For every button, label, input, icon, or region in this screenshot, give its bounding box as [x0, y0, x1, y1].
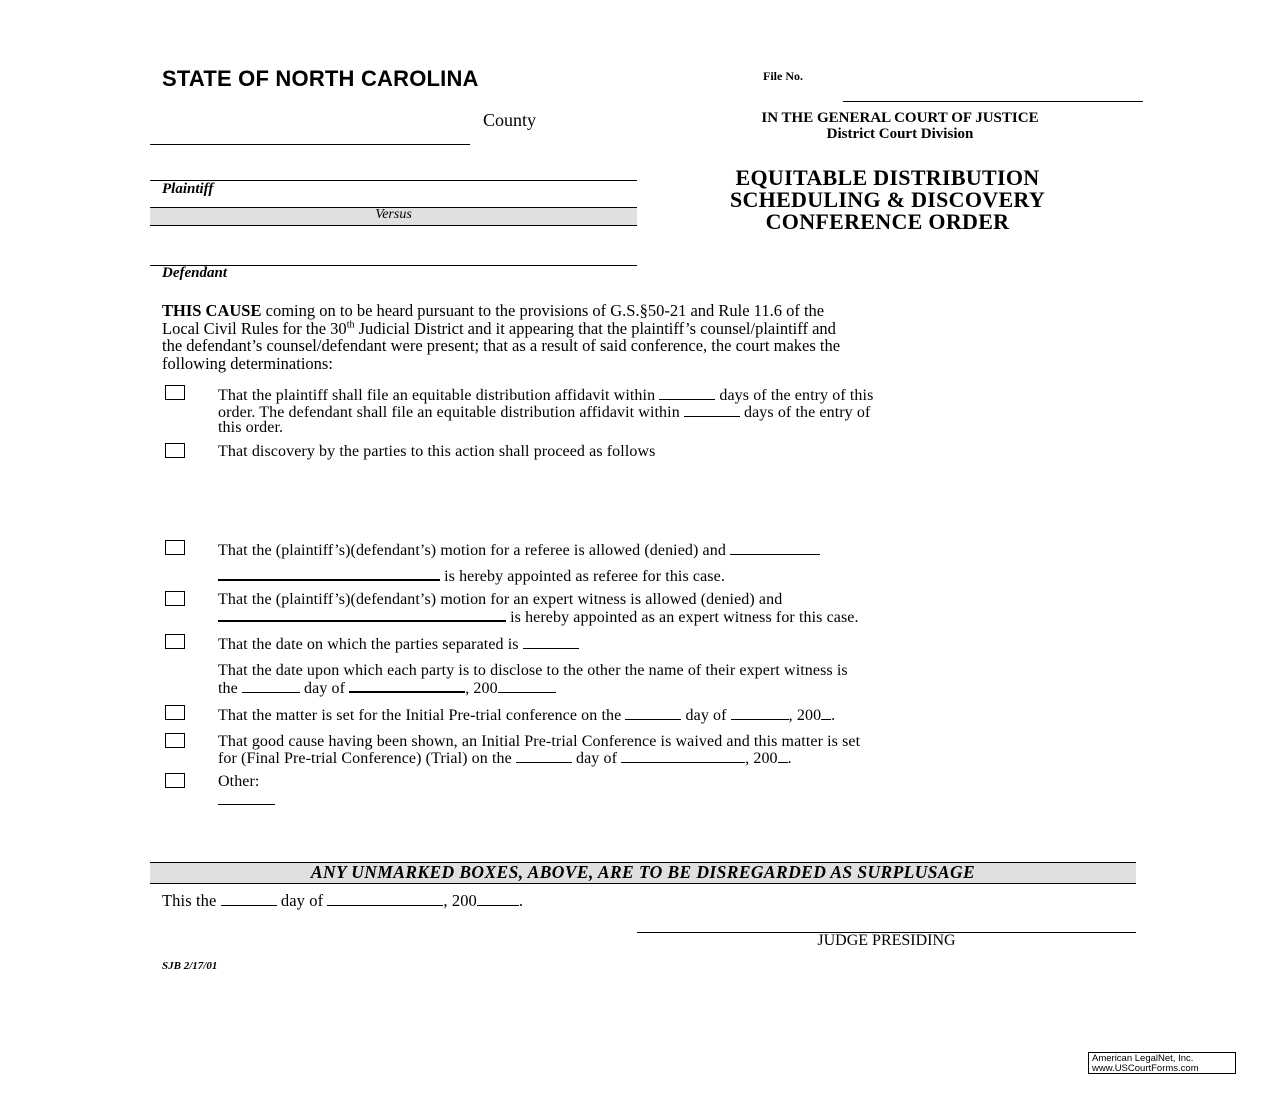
- form-title: [640, 167, 1135, 233]
- pretrial-a: That the matter is set for the Initial Pre-trial conference on the: [218, 707, 626, 724]
- disclose-l2b: day of: [299, 680, 350, 697]
- pretrial-month-blank[interactable]: [731, 706, 789, 720]
- waived-l1: That good cause having been shown, an Initial Pre-trial Conference is waived and this matter is set: [218, 733, 861, 750]
- date-year-blank[interactable]: [477, 892, 519, 906]
- pretrial-c: , 200: [788, 707, 822, 724]
- affidavit-defendant-days-blank[interactable]: [684, 403, 740, 417]
- pretrial-year-blank[interactable]: [821, 706, 831, 720]
- other-blank[interactable]: [218, 804, 275, 805]
- pretrial-checkbox[interactable]: [165, 705, 185, 720]
- affidavit-l1a: That the plaintiff shall file an equitable distribution affidavit within: [218, 387, 660, 404]
- waived-text: [218, 734, 1128, 766]
- expert-name-blank[interactable]: [218, 607, 506, 622]
- referee-text: [218, 541, 1128, 584]
- date-c: , 200: [443, 891, 477, 910]
- waived-day-blank[interactable]: [516, 749, 572, 763]
- brand-stamp: [1088, 1052, 1236, 1074]
- waived-l2c: , 200: [745, 750, 778, 767]
- form-title-line2: SCHEDULING & DISCOVERY: [729, 187, 1046, 212]
- intro-paragraph: [162, 302, 1122, 372]
- separated-date-blank[interactable]: [523, 635, 579, 649]
- referee-name-blank-1[interactable]: [730, 541, 820, 555]
- county-line[interactable]: [150, 144, 470, 145]
- form-title-line3: CONFERENCE ORDER: [765, 209, 1010, 234]
- discovery-text: That discovery by the parties to this action shall proceed as follows: [218, 443, 656, 460]
- date-line: [162, 892, 523, 908]
- waived-l2a: for (Final Pre-trial Conference) (Trial) on the: [218, 750, 516, 767]
- pretrial-day-blank[interactable]: [625, 706, 681, 720]
- expert-l2: is hereby appointed as an expert witness for this case.: [506, 609, 859, 626]
- date-a: This the: [162, 891, 221, 910]
- state-heading: STATE OF NORTH CAROLINA: [162, 66, 479, 91]
- form-code: SJB 2/17/01: [162, 960, 218, 972]
- expert-text: [218, 592, 1128, 625]
- waived-l2d: .: [787, 750, 792, 767]
- affidavit-l2a: order. The defendant shall file an equitable distribution affidavit within: [218, 404, 684, 421]
- surplusage-notice: ANY UNMARKED BOXES, ABOVE, ARE TO BE DISREGARDED AS SURPLUSAGE: [310, 862, 976, 882]
- affidavit-checkbox[interactable]: [165, 385, 185, 400]
- affidavit-l3: this order.: [218, 419, 284, 436]
- discovery-checkbox[interactable]: [165, 443, 185, 458]
- affidavit-plaintiff-days-blank[interactable]: [659, 386, 715, 400]
- waived-month-blank[interactable]: [621, 749, 745, 763]
- referee-l1: That the (plaintiff’s)(defendant’s) motion for a referee is allowed (denied) and: [218, 542, 731, 559]
- affidavit-l2b: days of the entry of: [739, 404, 871, 421]
- file-no-line[interactable]: [843, 101, 1143, 102]
- intro-line2b: Judicial District and it appearing that the plaintiff’s counsel/plaintiff and: [354, 318, 836, 338]
- disclose-l1: That the date upon which each party is to disclose to the other the name of their expert witness is: [218, 662, 848, 679]
- disclose-l2c: , 200: [465, 680, 498, 697]
- date-day-blank[interactable]: [221, 892, 277, 906]
- brand-line1: American LegalNet, Inc.: [1092, 1053, 1194, 1064]
- separated-text: [218, 635, 1128, 652]
- separated-label: That the date on which the parties separated is: [218, 636, 523, 653]
- intro-bold: THIS CAUSE: [162, 301, 262, 320]
- affidavit-l1b: days of the entry of this: [715, 387, 874, 404]
- intro-line2a: Local Civil Rules for the 30: [162, 318, 347, 338]
- disclose-month-blank[interactable]: [349, 678, 465, 693]
- file-no-label: File No.: [763, 69, 803, 83]
- separated-checkbox[interactable]: [165, 634, 185, 649]
- disclose-text: [218, 663, 1128, 696]
- court-name: IN THE GENERAL COURT OF JUSTICE: [761, 110, 1039, 126]
- waived-year-blank[interactable]: [778, 749, 788, 763]
- date-d: .: [518, 891, 524, 910]
- waived-l2b: day of: [571, 750, 622, 767]
- pretrial-b: day of: [681, 707, 731, 724]
- referee-name-blank-2[interactable]: [218, 566, 440, 581]
- brand-line2: www.USCourtForms.com: [1092, 1063, 1199, 1074]
- referee-checkbox[interactable]: [165, 540, 185, 555]
- waived-checkbox[interactable]: [165, 733, 185, 748]
- other-checkbox[interactable]: [165, 773, 185, 788]
- form-title-line1: EQUITABLE DISTRIBUTION: [735, 165, 1040, 190]
- county-label: County: [483, 110, 537, 130]
- disclose-l2a: the: [218, 680, 242, 697]
- intro-line3: the defendant’s counsel/defendant were present; that as a result of said conference, the court makes the: [162, 336, 841, 355]
- disclose-day-blank[interactable]: [242, 679, 300, 693]
- expert-l1: That the (plaintiff’s)(defendant’s) motion for an expert witness is allowed (denied) and: [218, 591, 783, 608]
- expert-checkbox[interactable]: [165, 591, 185, 606]
- date-b: day of: [276, 891, 328, 910]
- plaintiff-line[interactable]: [150, 180, 637, 181]
- intro-sup: th: [346, 319, 355, 330]
- intro-line4: following determinations:: [162, 353, 333, 373]
- other-label: Other:: [218, 773, 260, 790]
- defendant-label: Defendant: [162, 265, 227, 281]
- versus-label: Versus: [375, 207, 412, 222]
- disclose-year-blank[interactable]: [498, 679, 556, 693]
- pretrial-text: [218, 706, 1128, 723]
- court-division: District Court Division: [826, 126, 974, 142]
- date-month-blank[interactable]: [327, 892, 443, 906]
- judge-label: JUDGE PRESIDING: [817, 932, 956, 949]
- intro-line1: coming on to be heard pursuant to the provisions of G.S.§50-21 and Rule 11.6 of the: [261, 301, 825, 320]
- plaintiff-label: Plaintiff: [162, 181, 214, 197]
- affidavit-text: [218, 386, 1128, 435]
- referee-l2: is hereby appointed as referee for this case.: [440, 568, 725, 585]
- pretrial-d: .: [831, 707, 836, 724]
